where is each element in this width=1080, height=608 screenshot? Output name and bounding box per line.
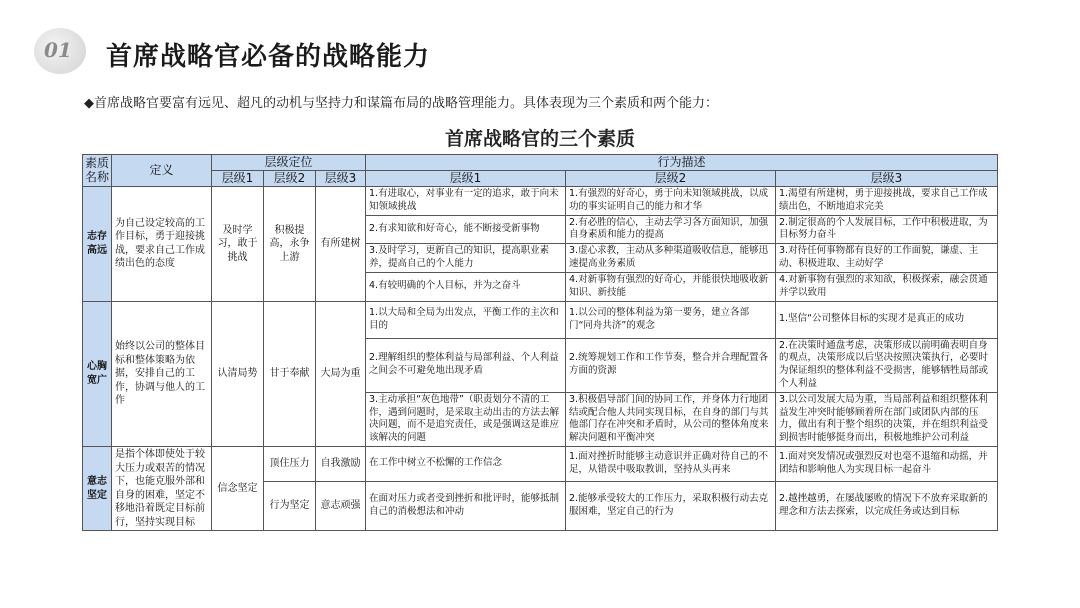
position-level3: 有所建树 (316, 187, 366, 302)
position-level1: 及时学习，敢于挑战 (212, 187, 264, 302)
table-row (83, 301, 998, 338)
position-level3: 大局为重 (316, 301, 366, 447)
position-level2: 积极提高，永争上游 (264, 187, 316, 302)
position-level3: 意志顽强 (316, 481, 366, 530)
page-title: 首席战略官必备的战略能力 (106, 42, 431, 72)
header-beh-level2: 层级2 (566, 171, 776, 187)
position-level3: 自我激励 (316, 447, 366, 482)
position-level1: 信念坚定 (212, 447, 264, 531)
behavior-level3: 1.渴望有所建树，勇于迎接挑战，要求自己工作成绩出色，不断地追求完美 (776, 187, 998, 216)
behavior-level3: 4.对新事物有强烈的求知欲，积极探索，融会贯通并学以致用 (776, 272, 998, 301)
behavior-level1: 3.及时学习，更新自己的知识，提高职业素养，提高自己的个人能力 (366, 244, 566, 273)
quality-name: 志存高远 (83, 187, 112, 302)
behavior-level2: 3.积极倡导部门间的协同工作，并身体力行地团结或配合他人共同实现目标，在自身的部门与其他部门存在冲突和矛盾时，从公司的整体角度来解决问题和平衡冲突 (566, 392, 776, 446)
behavior-level3: 1.坚信“公司整体目标的实现才是真正的成功 (776, 301, 998, 338)
behavior-level1: 1.以大局和全局为出发点，平衡工作的主次和目的 (366, 301, 566, 338)
quality-definition: 始终以公司的整体目标和整体策略为依据，安排自己的工作，协调与他人的工作 (112, 301, 212, 447)
table-row (83, 187, 998, 216)
position-level2: 顶住压力 (264, 447, 316, 482)
qualities-table (82, 154, 998, 531)
behavior-level2: 3.虚心求教，主动从多种渠道吸收信息，能够迅速提高业务素质 (566, 244, 776, 273)
quality-name: 心胸宽广 (83, 301, 112, 447)
behavior-level2: 2.有必胜的信心，主动去学习各方面知识，加强自身素质和能力的提高 (566, 215, 776, 244)
behavior-level3: 3.对待任何事物都有良好的工作面貌，谦虚、主动、积极进取、主动好学 (776, 244, 998, 273)
header-beh-level3: 层级3 (776, 171, 998, 187)
header-pos-level1: 层级1 (212, 171, 264, 187)
behavior-level1: 2.有求知欲和好奇心，能不断接受新事物 (366, 215, 566, 244)
quality-name: 意志坚定 (83, 447, 112, 531)
header-definition: 定义 (112, 155, 212, 187)
behavior-level1: 3.主动承担“灰色地带”（职责划分不清的工作，遇到问题时，是采取主动出击的方法去解决问题，而不是追究责任，或是强调这是谁应该解决的问题 (366, 392, 566, 446)
header-pos-level3: 层级3 (316, 171, 366, 187)
behavior-level1: 1.有进取心，对事业有一定的追求，敢于向未知领域挑战 (366, 187, 566, 216)
quality-definition: 为自己设定较高的工作目标，勇于迎接挑战，要求自己工作成绩出色的态度 (112, 187, 212, 302)
table-row (83, 447, 998, 482)
position-level2: 行为坚定 (264, 481, 316, 530)
header-quality-name: 素质名称 (83, 155, 112, 187)
intro-text: ◆首席战略官要富有远见、超凡的动机与坚持力和谋篇布局的战略管理能力。具体表现为三个素质和两个能力： (84, 96, 718, 111)
behavior-level2: 1.以公司的整体利益为第一要务，建立各部门“同舟共济”的观念 (566, 301, 776, 338)
behavior-level3: 2.越挫越勇，在屡战屡败的情况下不放弃采取新的理念和方法去探索，以完成任务或达到目标 (776, 481, 998, 530)
behavior-level1: 在面对压力或者受到挫折和批评时，能够抵制自己的消极想法和冲动 (366, 481, 566, 530)
section-number: 01 (44, 38, 72, 62)
behavior-level3: 2.在决策时通盘考虑，决策形成以前明确表明自身的观点，决策形成以后坚决按照决策执行，必要时为保证组织的整体利益不受损害，能够牺牲局部或个人利益 (776, 338, 998, 392)
header-beh-level1: 层级1 (366, 171, 566, 187)
behavior-level1: 4.有较明确的个人目标，并为之奋斗 (366, 272, 566, 301)
behavior-level2: 1.面对挫折时能够主动意识并正确对待自己的不足，从错误中吸取教训，坚持从头再来 (566, 447, 776, 482)
behavior-level3: 3.以公司发展大局为重，当局部利益和组织整体利益发生冲突时能够顾着所在部门或团队内部的压力，做出有利于整个组织的决策，并在组织利益受到损害时能够挺身而出，积极地维护公司利益 (776, 392, 998, 446)
header-pos-level2: 层级2 (264, 171, 316, 187)
position-level1: 认清局势 (212, 301, 264, 447)
behavior-level2: 2.统筹规划工作和工作节奏，整合并合理配置各方面的资源 (566, 338, 776, 392)
behavior-level2: 4.对新事物有强烈的好奇心，并能很快地吸收新知识、新技能 (566, 272, 776, 301)
header-behavior: 行为描述 (366, 155, 998, 171)
behavior-level2: 2.能够承受较大的工作压力，采取积极行动去克服困难，坚定自己的行为 (566, 481, 776, 530)
behavior-level3: 1.面对突发情况或强烈反对也毫不退缩和动摇，并团结和影响他人为实现目标一起奋斗 (776, 447, 998, 482)
behavior-level1: 在工作中树立不松懈的工作信念 (366, 447, 566, 482)
behavior-level1: 2.理解组织的整体利益与局部利益、个人利益之间会不可避免地出现矛盾 (366, 338, 566, 392)
position-level2: 甘于奉献 (264, 301, 316, 447)
table-title: 首席战略官的三个素质 (444, 128, 635, 150)
behavior-level2: 1.有强烈的好奇心，勇于向未知领域挑战，以成功的事实证明自己的能力和才华 (566, 187, 776, 216)
quality-definition: 是指个体即使处于较大压力或艰苦的情况下，也能克服外部和自身的困难，坚定不移地沿着既定目标前行，坚持实现目标 (112, 447, 212, 531)
behavior-level3: 2.制定很高的个人发展目标，工作中积极进取，为目标努力奋斗 (776, 215, 998, 244)
header-level-position: 层级定位 (212, 155, 366, 171)
section-number-badge (34, 28, 86, 74)
